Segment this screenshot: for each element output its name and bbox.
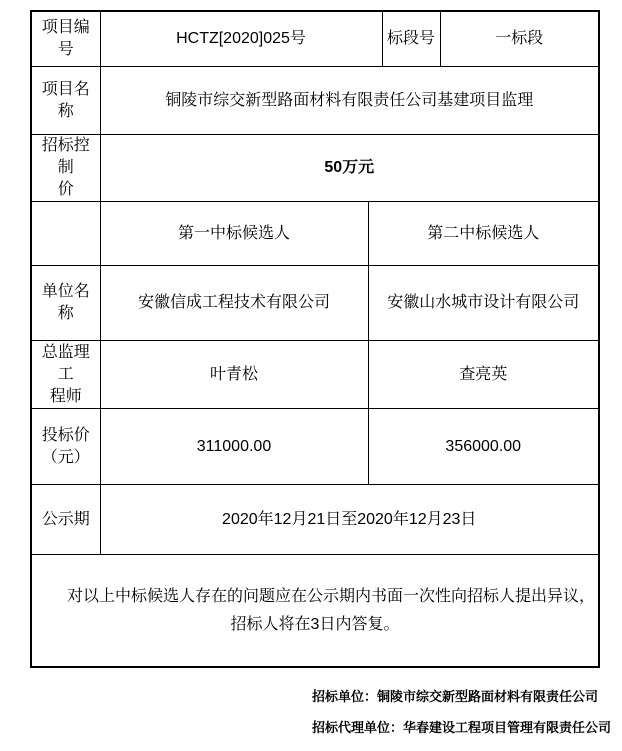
control-price-label — [31, 135, 100, 202]
bid-price-first-value: 311000.00 — [100, 409, 368, 485]
bid-price-label — [31, 409, 100, 485]
chief-engineer-label-line1: 总监理工 — [41, 343, 90, 383]
chief-engineer-label-line2: 程师 — [49, 387, 82, 405]
control-price-label-line1: 招标控制 — [41, 137, 90, 176]
publicity-period-label: 公示期 — [31, 485, 100, 555]
unit-name-label: 单位名称 — [31, 266, 100, 341]
table-row — [31, 135, 599, 202]
agency-unit-line: 招标代理单位：华春建设工程项目管理有限责任公司 — [312, 720, 612, 735]
table-row — [31, 266, 599, 341]
objection-note-cell — [31, 555, 599, 668]
control-price-label-line2: 价 — [57, 181, 74, 198]
candidates-header-empty-cell — [31, 202, 100, 266]
publicity-period-value: 2020年12月21日至2020年12月23日 — [100, 485, 599, 555]
table-row — [31, 11, 599, 67]
table-row — [31, 485, 599, 555]
table-row — [31, 555, 599, 668]
chief-engineer-label — [31, 341, 100, 409]
bid-price-second-value: 356000.00 — [368, 409, 599, 485]
objection-note-text: 对以上中标候选人存在的问题应在公示期内书面一次性向招标人提出异议，招标人将在3日内答复。 — [66, 587, 595, 633]
second-candidate-header: 第二中标候选人 — [368, 202, 599, 266]
project-number-label: 项目编号 — [31, 11, 100, 67]
chief-engineer-first-value: 叶青松 — [100, 341, 368, 409]
first-candidate-header: 第一中标候选人 — [100, 202, 368, 266]
table-row — [31, 67, 599, 135]
project-name-value: 铜陵市综交新型路面材料有限责任公司基建项目监理 — [100, 67, 599, 135]
chief-engineer-second-value: 查亮英 — [368, 341, 599, 409]
unit-name-second-value: 安徽山水城市设计有限公司 — [368, 266, 599, 341]
bid-price-label-line1: 投标价 — [41, 426, 90, 444]
section-number-label: 标段号 — [382, 11, 440, 67]
project-number-value: HCTZ[2020]025号 — [100, 11, 382, 67]
bidding-unit-line: 招标单位：铜陵市综交新型路面材料有限责任公司 — [312, 689, 599, 704]
control-price-value: 50万元 — [100, 135, 599, 202]
unit-name-first-value: 安徽信成工程技术有限公司 — [100, 266, 368, 341]
section-number-value: 一标段 — [440, 11, 599, 67]
table-row — [31, 341, 599, 409]
project-name-label: 项目名称 — [31, 67, 100, 135]
bid-price-label-line2: （元） — [41, 448, 90, 466]
bid-publicity-table — [30, 10, 600, 668]
table-row — [31, 409, 599, 485]
table-row — [31, 202, 599, 266]
